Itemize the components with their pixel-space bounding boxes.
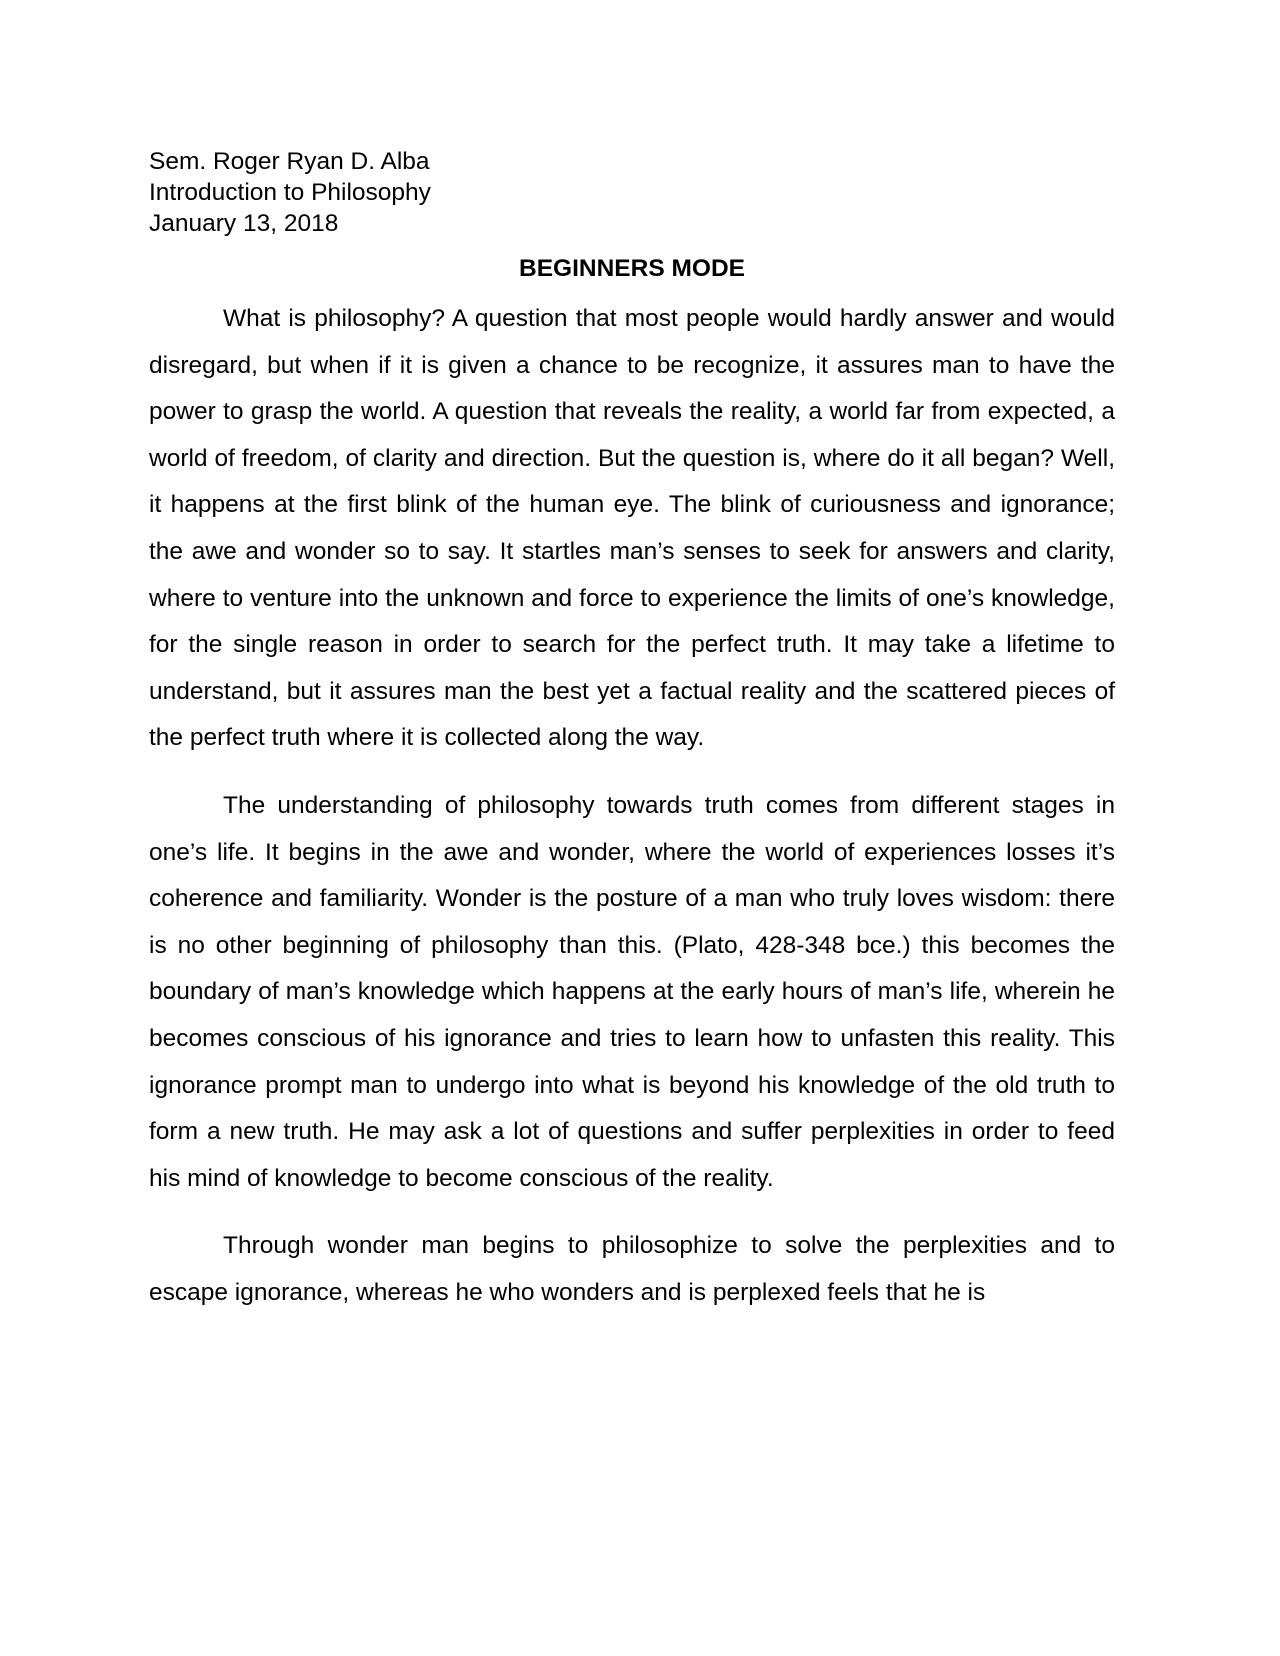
body-paragraph: The understanding of philosophy towards truth comes from different stages in one’s life. It begins in the awe and wonder, where the world of experiences losses it’s coherence and familiarity. Wonder is the posture of a man who truly loves wisdom: there is no other beginning of philosophy than this. (Plato, 428-348 bce.) this becomes the boundary of man’s knowledge which happens at the early hours of man’s life, wherein he becomes conscious of his ignorance and tries to learn how to unfasten this reality. This ignorance prompt man to undergo into what is beyond his knowledge of the old truth to form a new truth. He may ask a lot of questions and suffer perplexities in order to feed his mind of knowledge to become conscious of the reality. [149,791,1115,1192]
document-date: January 13, 2018 [149,210,339,237]
author-name: Sem. Roger Ryan D. Alba [149,148,430,175]
document-page [149,146,1115,1316]
document-title: BEGINNERS MODE [519,255,745,282]
body-paragraph: Through wonder man begins to philosophize to solve the perplexities and to escape ignorance, whereas he who wonders and is perplexed feels that he is [149,1232,1115,1306]
body-paragraph: What is philosophy? A question that most people would hardly answer and would disregard, but when if it is given a chance to be recognize, it assures man to have the power to grasp the world. A question that reveals the reality, a world far from expected, a world of freedom, of clarity and direction. But the question is, where do it all began? Well, it happens at the first blink of the human eye. The blink of curiousness and ignorance; the awe and wonder so to say. It startles man’s senses to seek for answers and clarity, where to venture into the unknown and force to experience the limits of one’s knowledge, for the single reason in order to search for the perfect truth. It may take a lifetime to understand, but it assures man the best yet a factual reality and the scattered pieces of the perfect truth where it is collected along the way. [149,305,1115,752]
course-name: Introduction to Philosophy [149,179,431,206]
